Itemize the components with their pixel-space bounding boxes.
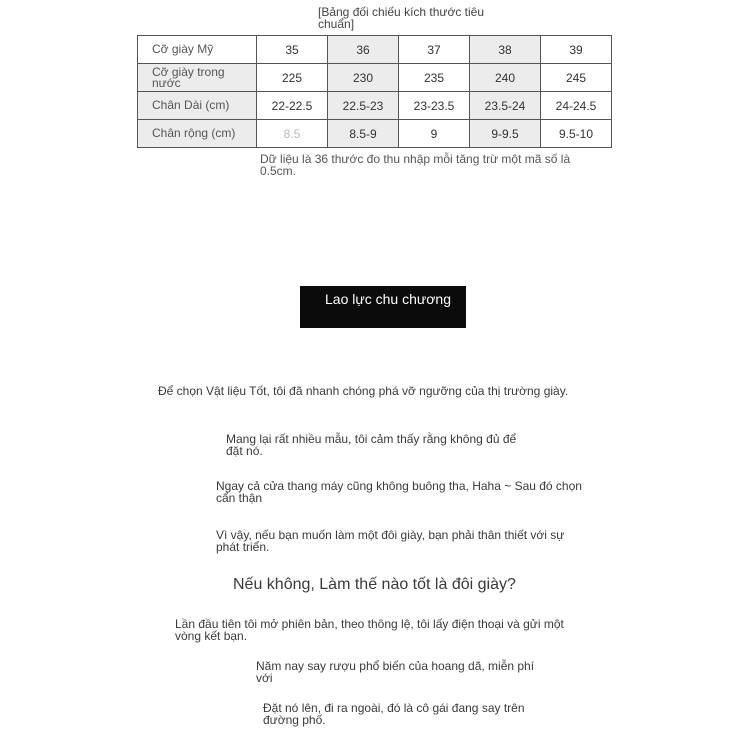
table-cell: 9 (399, 120, 470, 148)
row-header: Cỡ giày Mỹ (138, 36, 257, 64)
table-cell: 35 (257, 36, 328, 64)
row-header: Chân Dài (cm) (138, 92, 257, 120)
table-row (138, 36, 612, 64)
table-cell: 245 (541, 64, 612, 92)
table-note: Dữ liệu là 36 thước đo thu nhập mỗi tăng trừ một mã số là 0.5cm. (260, 152, 571, 178)
table-cell: 22.5-23 (328, 92, 399, 120)
table-title: [Bảng đối chiếu kích thước tiêu chuẩn] (318, 5, 484, 31)
table-row (138, 92, 612, 120)
row-header: Chân rộng (cm) (138, 120, 257, 148)
paragraph: Mang lại rất nhiều mẫu, tôi cảm thấy rằng không đủ để đặt nó. (226, 432, 517, 458)
paragraph: Ngay cả cửa thang máy cũng không buông tha, Haha ~ Sau đó chọn cẩn thận (216, 479, 582, 505)
table-cell: 235 (399, 64, 470, 92)
paragraph: Lần đầu tiên tôi mở phiên bản, theo thông lệ, tôi lấy điện thoại và gửi một vòng kết bạn. (175, 617, 564, 643)
table-cell: 9-9.5 (470, 120, 541, 148)
table-cell: 37 (399, 36, 470, 64)
section-heading: Nếu không, Làm thế nào tốt là đôi giày? (233, 576, 516, 593)
table-cell: 24-24.5 (541, 92, 612, 120)
paragraph: Năm nay say rượu phổ biến của hoang dã, miễn phí với (256, 659, 535, 685)
table-cell: 225 (257, 64, 328, 92)
table-cell: 36 (328, 36, 399, 64)
table-row (138, 64, 612, 92)
table-cell: 23-23.5 (399, 92, 470, 120)
table-cell: 8.5-9 (328, 120, 399, 148)
section-banner: Lao lực chu chương (300, 286, 466, 328)
paragraph: Vì vậy, nếu bạn muốn làm một đôi giày, bạn phải thân thiết với sự phát triển. (216, 528, 565, 554)
paragraph: Đặt nó lên, đi ra ngoài, đó là cô gái đang say trên đường phố. (263, 701, 525, 727)
table-row (138, 120, 612, 148)
table-cell: 8.5 (257, 120, 328, 148)
table-cell: 39 (541, 36, 612, 64)
table-cell: 23.5-24 (470, 92, 541, 120)
size-chart-table (137, 35, 612, 148)
table-cell: 22-22.5 (257, 92, 328, 120)
table-cell: 230 (328, 64, 399, 92)
table-cell: 240 (470, 64, 541, 92)
table-cell: 9.5-10 (541, 120, 612, 148)
paragraph: Để chọn Vật liệu Tốt, tôi đã nhanh chóng phá vỡ ngưỡng của thị trường giày. (158, 384, 569, 398)
row-header: Cỡ giày trong nước (138, 64, 257, 92)
table-cell: 38 (470, 36, 541, 64)
